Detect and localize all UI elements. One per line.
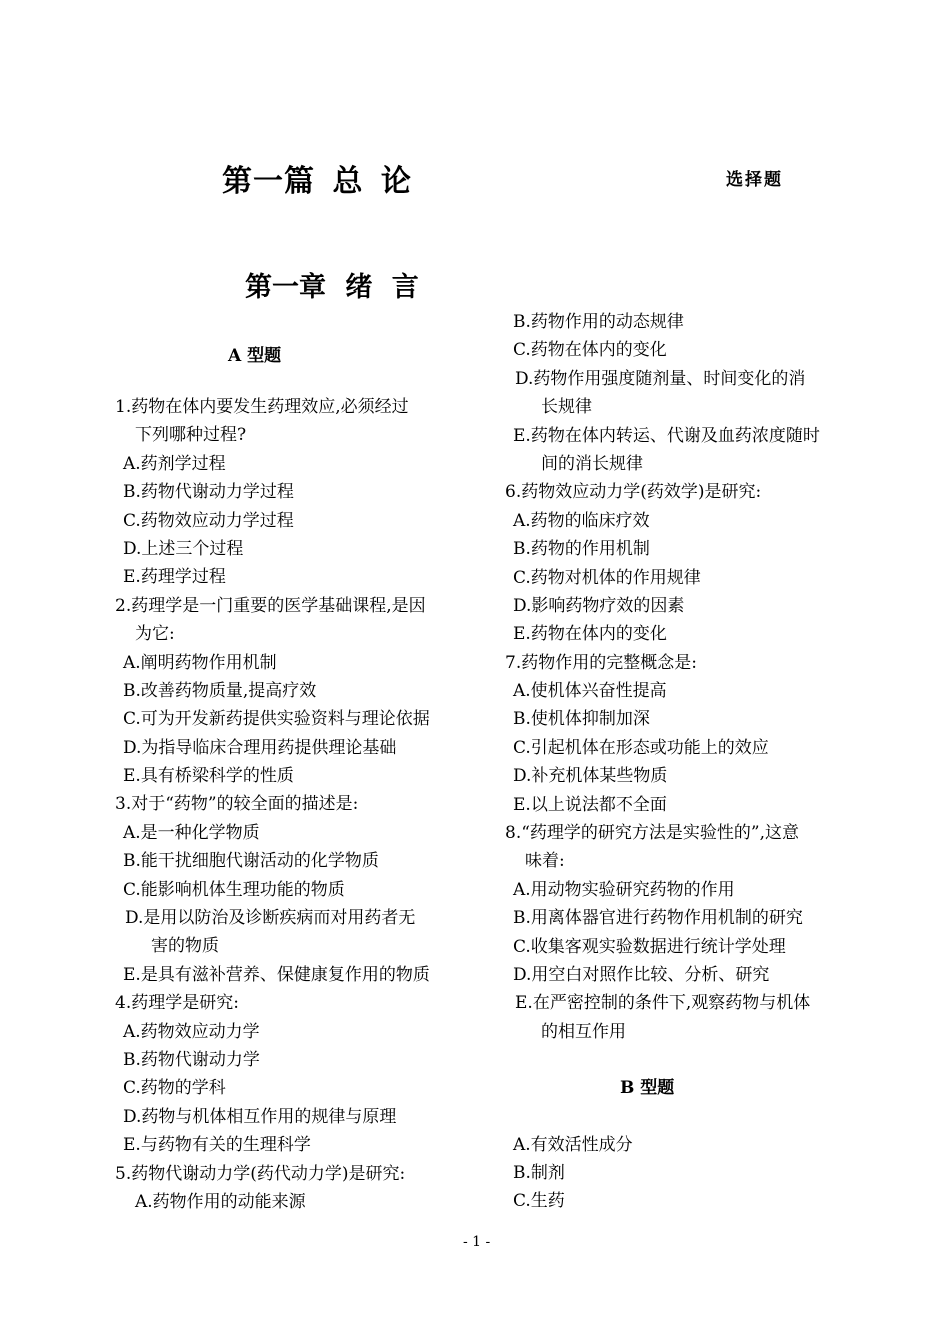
left.lines-line: D.上述三个过程	[123, 538, 244, 559]
left.lines-line: 下列哪种过程?	[135, 425, 247, 446]
left.lines-line: A.阐明药物作用机制	[123, 652, 277, 673]
right.lines_a-line: E.药物在体内的变化	[513, 624, 667, 645]
right.lines_a-line: 的相互作用	[541, 1021, 626, 1042]
b-type-heading: B 型题	[620, 1078, 675, 1099]
right.lines_a-line: E.在严密控制的条件下,观察药物与机体	[515, 993, 811, 1014]
a-type-heading: A 型题	[228, 346, 282, 366]
right.lines_a-line: D.用空白对照作比较、分析、研究	[513, 964, 770, 985]
left.lines-line: B.改善药物质量,提高疗效	[123, 680, 317, 701]
b-type-options	[505, 1131, 865, 1216]
left.lines-line: E.药理学过程	[123, 567, 226, 588]
left.lines-line: B.药物代谢动力学	[123, 1049, 260, 1070]
left.lines-line: 2.药理学是一门重要的医学基础课程,是因	[115, 595, 426, 616]
left.lines-line: A.药剂学过程	[123, 453, 226, 474]
right.lines_a-line: C.药物对机体的作用规律	[513, 567, 701, 588]
left.lines-line: 为它:	[135, 624, 175, 645]
right.lines_a-line: 长规律	[541, 397, 592, 418]
right.lines_a-line: A.用动物实验研究药物的作用	[513, 879, 735, 900]
question-type-tag: 选择题	[726, 170, 783, 190]
left.lines-line: 5.药物代谢动力学(药代动力学)是研究:	[115, 1163, 406, 1184]
left.lines-line: 3.对于“药物”的较全面的描述是:	[115, 794, 359, 815]
right.lines_a-line: 味着:	[525, 851, 565, 872]
left.lines-line: B.药物代谢动力学过程	[123, 482, 294, 503]
left-column	[115, 393, 475, 1216]
right.lines_b-line: A.有效活性成分	[513, 1134, 633, 1155]
left.lines-line: B.能干扰细胞代谢活动的化学物质	[123, 851, 379, 872]
right.lines_a-line: 间的消长规律	[541, 453, 643, 474]
right.lines_a-line: A.药物的临床疗效	[513, 510, 650, 531]
right.lines_a-line: C.收集客观实验数据进行统计学处理	[513, 936, 786, 957]
right.lines_a-line: B.用离体器官进行药物作用机制的研究	[513, 908, 803, 929]
left.lines-line: A.药物效应动力学	[123, 1021, 260, 1042]
left.lines-line: D.是用以防治及诊断疾病而对用药者无	[125, 908, 416, 929]
left.lines-line: C.药物效应动力学过程	[123, 510, 294, 531]
right.lines_a-line: C.引起机体在形态或功能上的效应	[513, 737, 769, 758]
left.lines-line: C.药物的学科	[123, 1078, 226, 1099]
right.lines_a-line: 8.“药理学的研究方法是实验性的”,这意	[505, 823, 800, 844]
left.lines-line: C.可为开发新药提供实验资料与理论依据	[123, 709, 430, 730]
part-title: 第一篇 总 论	[222, 164, 412, 199]
right.lines_a-line: C.药物在体内的变化	[513, 340, 667, 361]
right.lines_a-line: E.以上说法都不全面	[513, 794, 667, 815]
page-number: - 1 -	[463, 1234, 491, 1250]
right.lines_a-line: 7.药物作用的完整概念是:	[505, 652, 697, 673]
left.lines-line: E.与药物有关的生理科学	[123, 1135, 311, 1156]
right-column	[505, 308, 865, 1216]
right.lines_a-line: B.使机体抑制加深	[513, 709, 650, 730]
left.lines-line: 害的物质	[151, 936, 219, 957]
right.lines_a-line: A.使机体兴奋性提高	[513, 681, 667, 702]
right.lines_a-line: D.影响药物疗效的因素	[513, 595, 685, 616]
right-question-block	[505, 308, 865, 1046]
left.lines-line: E.具有桥梁科学的性质	[123, 766, 294, 787]
left.lines-line: 4.药理学是研究:	[115, 993, 239, 1014]
right.lines_a-line: B.药物的作用机制	[513, 539, 650, 560]
right.lines_a-line: 6.药物效应动力学(药效学)是研究:	[505, 482, 762, 503]
left.lines-line: C.能影响机体生理功能的物质	[123, 879, 345, 900]
left.lines-line: A.是一种化学物质	[123, 822, 260, 843]
left.lines-line: A.药物作用的动能来源	[135, 1191, 306, 1212]
right.lines_b-line: B.制剂	[513, 1162, 565, 1183]
left.lines-line: D.为指导临床合理用药提供理论基础	[123, 737, 397, 758]
right.lines_a-line: D.药物作用强度随剂量、时间变化的消	[515, 368, 806, 389]
right.lines_a-line: B.药物作用的动态规律	[513, 312, 684, 332]
right.lines_a-line: E.药物在体内转运、代谢及血药浓度随时	[513, 425, 820, 446]
right.lines_b-line: C.生药	[513, 1191, 565, 1212]
left.lines-line: E.是具有滋补营养、保健康复作用的物质	[123, 964, 430, 985]
left.lines-line: D.药物与机体相互作用的规律与原理	[123, 1106, 397, 1127]
left.lines-line: 1.药物在体内要发生药理效应,必须经过	[115, 397, 409, 417]
right.lines_a-line: D.补充机体某些物质	[513, 766, 668, 787]
chapter-title: 第一章 绪 言	[245, 272, 419, 303]
